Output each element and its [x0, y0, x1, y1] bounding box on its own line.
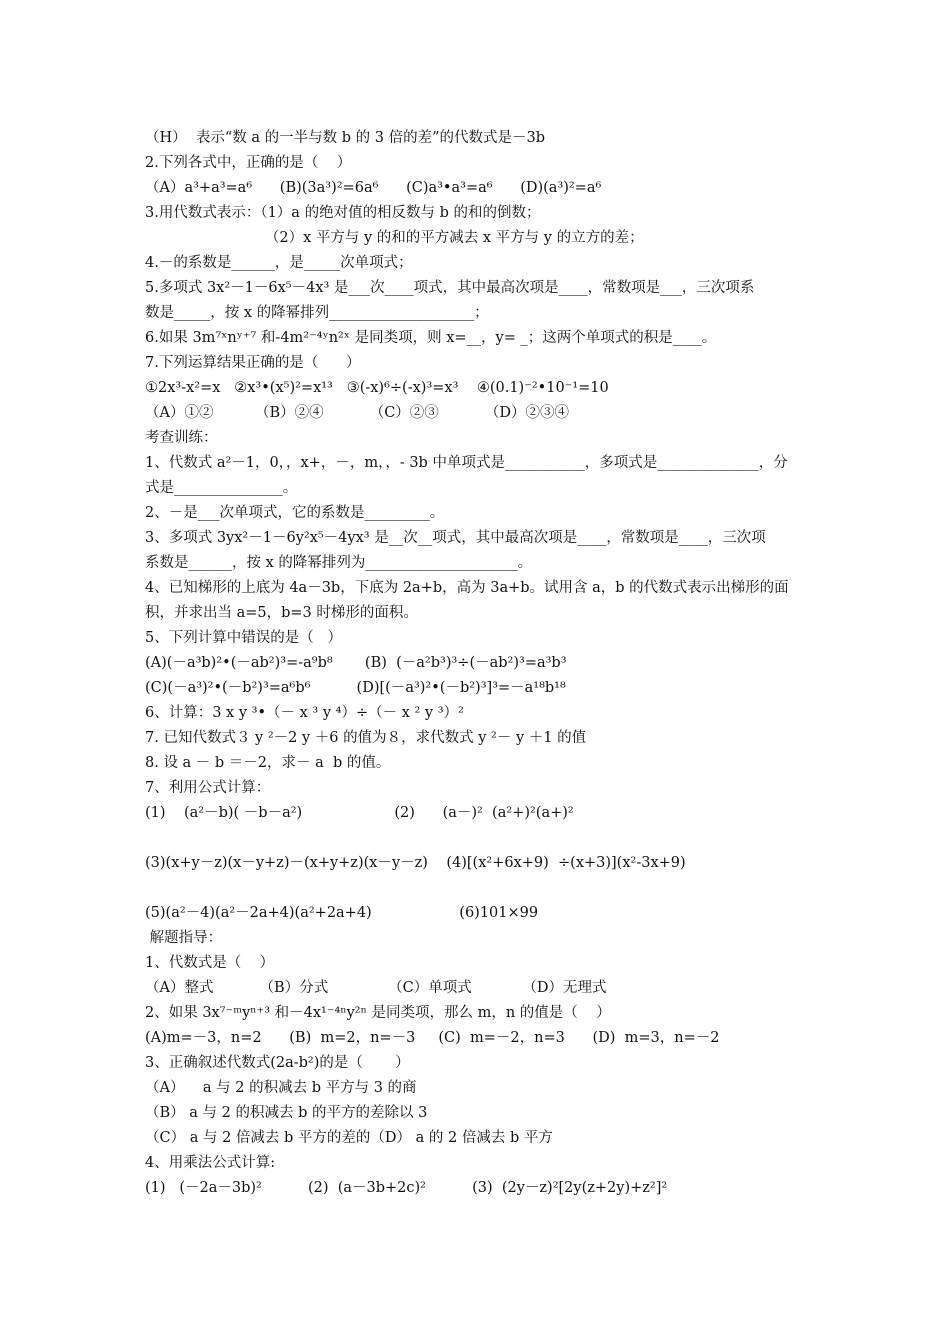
text-line: 数是_____，按 x 的降幂排列____________________；: [145, 305, 489, 321]
text-line: （A）整式 （B）分式 （C）单项式 （D）无理式: [145, 980, 607, 996]
text-line: 7. 已知代数式３ y ²－2 y ＋6 的值为８，求代数式 y ²－ y ＋1 的值: [145, 730, 587, 746]
text-line: 4、用乘法公式计算:: [145, 1155, 276, 1171]
text-line: 6、计算：3 x y ³•（－ x ³ y ⁴）÷（－ x ² y ³）²: [145, 705, 464, 721]
section-heading: 解题指导：: [145, 930, 223, 946]
text-line: (1) (－2a－3b)² (2) (a－3b+2c)² (3) (2y－z)²[2y(z+2y)+z²]²: [145, 1180, 668, 1196]
text-line: 6.如果 3m⁷ˣnʸ⁺⁷ 和-4m²⁻⁴ʸn²ˣ 是同类项，则 x=__，y= _；这两个单项式的积是____。: [145, 330, 717, 346]
text-line: 3、多项式 3yx²－1－6y²x⁵－4yx³ 是__次__项式，其中最高次项是____，常数项是____，三次项: [145, 530, 766, 546]
text-line: 8. 设 a － b ＝－2，求－ a b 的值。: [145, 755, 391, 771]
text-line: (3)(x+y－z)(x－y+z)－(x+y+z)(x－y－z) (4)[(x²+6x+9) ÷(x+3)](x²-3x+9): [145, 855, 686, 871]
text-line: (5)(a²－4)(a²－2a+4)(a²+2a+4) (6)101×99: [145, 905, 539, 921]
text-line: （C） a 与 2 倍减去 b 平方的差的（D） a 的 2 倍减去 b 平方: [145, 1130, 553, 1146]
text-line: ①2x³-x²=x ②x³•(x⁵)²=x¹³ ③(-x)⁶÷(-x)³=x³ ④(0.1)⁻²•10⁻¹=10: [145, 380, 609, 396]
text-line: 系数是______，按 x 的降幂排列为_____________________。: [145, 555, 533, 571]
text-line: 1、代数式 a²－1，0，，x+，－，m，，- 3b 中单项式是___________，多项式是______________，分: [145, 455, 788, 471]
text-line: 4、已知梯形的上底为 4a－3b，下底为 2a+b，高为 3a+b。试用含 a，b 的代数式表示出梯形的面: [145, 580, 789, 596]
text-line: 1、代数式是（ ）: [145, 955, 275, 971]
text-line: 7.下列运算结果正确的是（ ）: [145, 355, 361, 371]
text-line: 式是_______________。: [145, 480, 298, 496]
text-line: (C)(－a³)²•(－b²)³=a⁶b⁶ (D)[(－a³)²•(－b²)³]³=－a¹⁸b¹⁸: [145, 680, 566, 696]
section-heading: 考查训练：: [145, 430, 218, 446]
text-line: （A） a 与 2 的积减去 b 平方与 3 的商: [145, 1080, 417, 1096]
text-line: 2、如果 3x⁷⁻ᵐyⁿ⁺³ 和－4x¹⁻⁴ⁿy²ⁿ 是同类项，那么 m，n 的值是（ ）: [145, 1005, 611, 1021]
text-line: （A）a³+a³=a⁶ (B)(3a³)²=6a⁶ (C)a³•a³=a⁶ (D)(a³)²=a⁶: [145, 180, 602, 196]
text-line: （B） a 与 2 的积减去 b 的平方的差除以 3: [145, 1105, 428, 1121]
text-line: 7、利用公式计算：: [145, 780, 271, 796]
text-line: 2、－是___次单项式，它的系数是_________。: [145, 505, 445, 521]
text-line: 5、下列计算中错误的是（ ）: [145, 630, 343, 646]
text-line: 3.用代数式表示：（1）a 的绝对值的相反数与 b 的和的倒数；: [145, 205, 541, 221]
text-line: 3、正确叙述代数式(2a-b²)的是（ ）: [145, 1055, 410, 1071]
text-line: 5.多项式 3x²－1－6x⁵－4x³ 是___次____项式，其中最高次项是____，常数项是___，三次项系: [145, 280, 755, 296]
text-line: （2）x 平方与 y 的和的平方减去 x 平方与 y 的立方的差；: [145, 230, 644, 246]
text-line: (A)(－a³b)²•(－ab²)³=-a⁹b⁸ (B) (－a²b³)³÷(－ab²)³=a³b³: [145, 655, 567, 671]
text-line: (A)m=－3，n=2 (B) m=2，n=－3 (C) m=－2，n=3 (D) m=3，n=－2: [145, 1030, 720, 1046]
text-line: 2.下列各式中，正确的是（ ）: [145, 155, 352, 171]
text-line: 积，并求出当 a=5，b=3 时梯形的面积。: [145, 605, 418, 621]
text-line: （A）①② （B）②④ （C）②③ （D）②③④: [145, 405, 570, 421]
text-line: （H） 表示“数 a 的一半与数 b 的 3 倍的差”的代数式是－3b: [145, 130, 546, 146]
text-line: (1) (a²－b)( －b－a²) (2) (a－)² (a²+)²(a+)²: [145, 805, 574, 821]
text-line: 4.－的系数是______，是_____次单项式；: [145, 255, 413, 271]
